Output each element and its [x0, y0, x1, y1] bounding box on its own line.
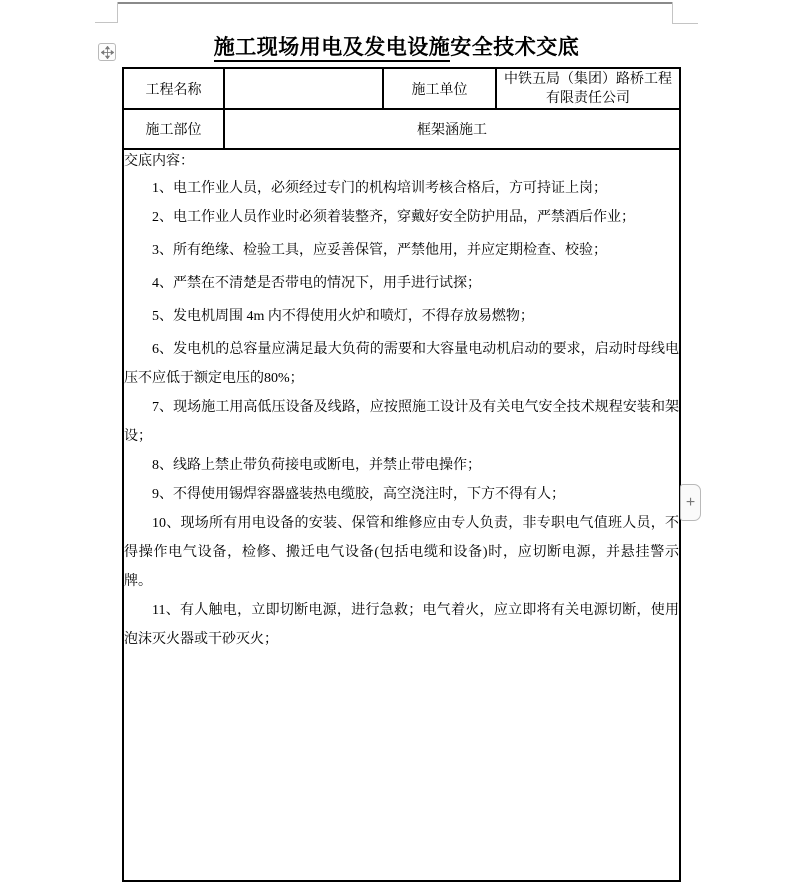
- margin-corner-mark-left: [95, 22, 118, 23]
- project-name-value-cell[interactable]: [224, 68, 383, 109]
- table-row: [123, 149, 680, 881]
- construction-part-value-cell[interactable]: 框架涵施工: [224, 109, 680, 149]
- content-item-1: 1、电工作业人员，必须经过专门的机构培训考核合格后，方可持证上岗；: [152, 181, 607, 196]
- margin-corner-mark-right: [672, 23, 698, 24]
- disclosure-table: [122, 67, 681, 882]
- content-item-8: 8、线路上禁止带负荷接电或断电，并禁止带电操作；: [152, 458, 481, 473]
- content-item-2: 2、电工作业人员作业时必须着装整齐，穿戴好安全防护用品，严禁酒后作业；: [152, 210, 635, 225]
- content-item-3: 3、所有绝缘、检验工具，应妥善保管，严禁他用，并应定期检查、校验；: [152, 243, 607, 258]
- document-title-underlined: 施工现场用电及发电设施: [214, 35, 451, 62]
- content-item-9: 9、不得使用锡焊容器盛装热电缆胶，高空浇注时，下方不得有人；: [152, 487, 565, 502]
- construction-unit-value-line2: 有限责任公司: [546, 90, 630, 106]
- document-title: [0, 31, 793, 61]
- disclosure-content-cell[interactable]: [123, 149, 680, 881]
- table-row: [123, 68, 680, 109]
- content-item-11: 11、有人触电，立即切断电源，进行急救；电气着火，应立即将有关电源切断，使用泡沫灭火器或干砂灭火；: [124, 603, 679, 647]
- margin-corner-mark-right: [672, 2, 673, 24]
- construction-part-label: 施工部位: [123, 109, 224, 149]
- content-item-10: 10、现场所有用电设备的安装、保管和维修应由专人负责，非专职电气值班人员，不得操作电气设备，检修、搬迁电气设备(包括电缆和设备)时，应切断电源，并悬挂警示牌。: [124, 516, 679, 589]
- content-item-7: 7、现场施工用高低压设备及线路，应按照施工设计及有关电气安全技术规程安装和架设；: [124, 400, 679, 444]
- construction-unit-value-cell[interactable]: [496, 68, 680, 109]
- content-item-5: 5、发电机周围 4m 内不得使用火炉和喷灯，不得存放易燃物；: [152, 309, 534, 324]
- content-heading: 交底内容：: [124, 154, 194, 169]
- insert-button[interactable]: +: [680, 484, 701, 521]
- project-name-label: 工程名称: [123, 68, 224, 109]
- content-item-6: 6、发电机的总容量应满足最大负荷的需要和大容量电动机启动的要求，启动时母线电压不应低于额定电压的80%；: [124, 342, 679, 386]
- document-title-rest: 安全技术交底: [450, 35, 580, 59]
- page-boundary-line: [118, 2, 672, 4]
- table-row: [123, 109, 680, 149]
- content-item-4: 4、严禁在不清楚是否带电的情况下，用手进行试探；: [152, 276, 481, 291]
- margin-corner-mark-left: [117, 2, 118, 23]
- construction-unit-label: 施工单位: [383, 68, 496, 109]
- construction-unit-value-line1: 中铁五局（集团）路桥工程: [504, 71, 672, 87]
